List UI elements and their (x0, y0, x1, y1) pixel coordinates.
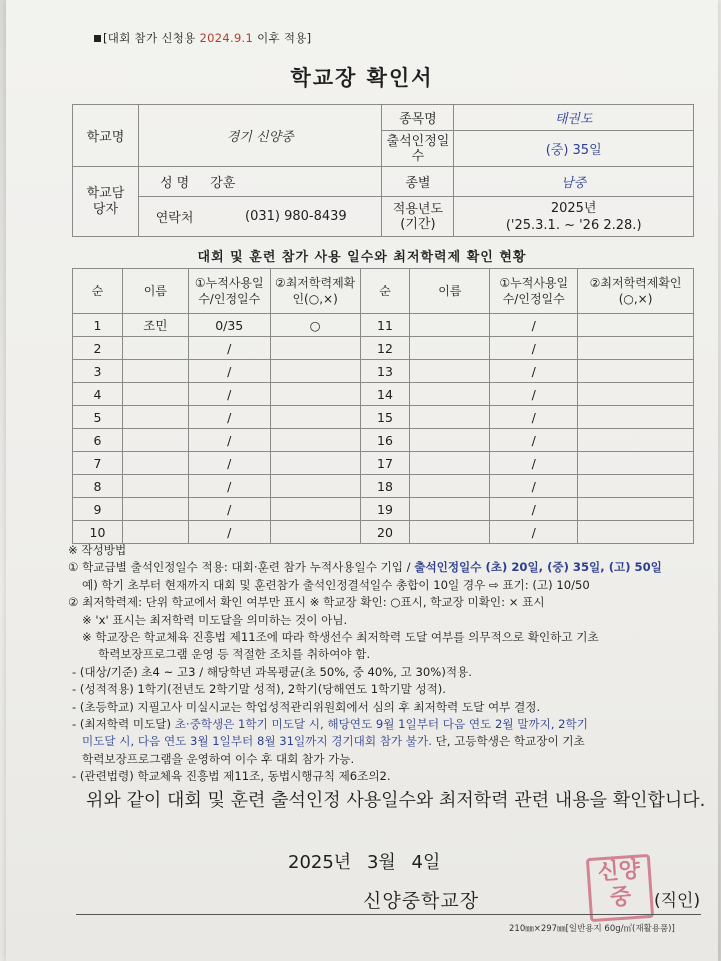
col-no: 순 (73, 269, 123, 314)
table-row (73, 429, 694, 452)
row-days: / (490, 498, 578, 521)
detail-grade: - (성적적용) 1학기(전년도 2학기말 성적), 2학기(당해연도 1학기말 성적). (72, 682, 446, 697)
row-no: 8 (73, 475, 123, 498)
table-row (73, 406, 694, 429)
confirmation-text: 위와 같이 대회 및 훈련 출석인정 사용일수와 최저학력 관련 내용을 확인합니다. (86, 790, 706, 811)
date-day: 4일 (411, 852, 441, 873)
row-days: 0/35 (188, 314, 270, 337)
instructions (68, 542, 708, 786)
row-check (270, 406, 360, 429)
date-month: 3월 (366, 852, 396, 873)
row-days: / (490, 429, 578, 452)
row-name (410, 314, 490, 337)
row-check (578, 360, 694, 383)
row-no: 18 (360, 475, 410, 498)
col-name: 이름 (410, 269, 490, 314)
row-check (270, 521, 360, 544)
note-2-sub-1: ※ 'x' 표시는 최저학력 미도달을 의미하는 것이 아님. (82, 612, 348, 627)
row-no: 13 (360, 360, 410, 383)
detail-underachieve-cont2: 학력보장프로그램을 운영하여 이수 후 대회 참가 가능. (82, 751, 355, 766)
detail-underachieve-cont: 미도달 시, 다음 연도 3월 1일부터 8월 31일까지 경기대회 참가 불가. 단, 고등학생은 학교장이 기초 (82, 734, 585, 749)
row-name (122, 452, 188, 475)
row-name (122, 521, 188, 544)
row-name: 조민 (122, 314, 188, 337)
note-2-sub-2: ※ 학교장은 학교체육 진흥법 제11조에 따라 학생선수 최저학력 도달 여부를 의무적으로 확인하고 기초 (82, 630, 599, 645)
notes-heading: ※ 작성방법 (68, 543, 127, 557)
table-row (73, 360, 694, 383)
row-no: 2 (73, 337, 123, 360)
name-label: 성 명 (138, 167, 210, 197)
row-days: / (188, 452, 270, 475)
status-table-header (73, 269, 694, 314)
row-days: / (188, 475, 270, 498)
row-no: 20 (360, 521, 410, 544)
row-check (270, 337, 360, 360)
row-check (270, 498, 360, 521)
row-days: / (490, 521, 578, 544)
row-name (410, 475, 490, 498)
footer-divider (76, 914, 701, 915)
row-check: ○ (270, 314, 360, 337)
phone-label: 연락처 (138, 197, 210, 237)
row-name (410, 383, 490, 406)
row-days: / (188, 498, 270, 521)
row-no: 14 (360, 383, 410, 406)
row-no: 9 (73, 498, 123, 521)
row-days: / (490, 406, 578, 429)
row-name (122, 337, 188, 360)
row-days: / (490, 337, 578, 360)
row-check (578, 452, 694, 475)
row-no: 12 (360, 337, 410, 360)
row-name (410, 360, 490, 383)
row-check (578, 406, 694, 429)
table-row (73, 337, 694, 360)
detail-elementary: - (초등학교) 지필고사 미실시교는 학업성적관리위원회에서 심의 후 최저학력 도달 여부 결정. (72, 699, 541, 714)
year-cell (454, 197, 694, 237)
row-name (122, 406, 188, 429)
table-row (73, 498, 694, 521)
year-value: 2025년 (550, 200, 597, 216)
row-check (578, 498, 694, 521)
note-1: ① 학교급별 출석인정일수 적용: 대회·훈련 참가 누적사용일수 기입 / 출석인정일수 (초) 20일, (중) 35일, (고) 50일 (68, 560, 662, 575)
row-check (270, 452, 360, 475)
row-check (578, 475, 694, 498)
col-days: ①누적사용일수/인정일수 (188, 269, 270, 314)
contact-name: 강훈 (210, 167, 382, 197)
event-value: 태권도 (454, 105, 694, 131)
year-period: ('25.3.1. ~ '26 2.28.) (505, 217, 642, 233)
table-row (73, 314, 694, 337)
type-value: 남중 (454, 167, 694, 197)
table-row (73, 452, 694, 475)
row-check (578, 521, 694, 544)
school-label: 학교명 (73, 105, 139, 167)
row-no: 17 (360, 452, 410, 475)
note-2: ② 최저학력제: 단위 학교에서 확인 여부만 표시 ※ 학교장 확인: ○표시, 학교장 미확인: × 표시 (68, 595, 545, 610)
row-check (578, 337, 694, 360)
document-page (6, 0, 718, 961)
row-name (122, 498, 188, 521)
row-days: / (490, 475, 578, 498)
col-name: 이름 (122, 269, 188, 314)
signature-date (288, 848, 440, 874)
col-check: ②최저학력제확인(○,×) (270, 269, 360, 314)
date-year: 2025년 (288, 852, 352, 873)
table-row (73, 521, 694, 544)
row-name (410, 429, 490, 452)
paper-spec: 210㎜×297㎜[일반용지 60g/㎡(재활용품)] (509, 924, 675, 934)
official-seal-stamp: 신양중 (586, 854, 654, 922)
row-name (122, 475, 188, 498)
row-days: / (188, 360, 270, 383)
event-label: 종목명 (382, 105, 454, 131)
row-name (410, 452, 490, 475)
row-name (410, 521, 490, 544)
row-check (270, 383, 360, 406)
year-label: 적용년도(기간) (382, 197, 454, 237)
col-check: ②최저학력제확인(○,×) (578, 269, 694, 314)
row-check (578, 383, 694, 406)
row-days: / (188, 521, 270, 544)
row-days: / (188, 337, 270, 360)
row-days: / (188, 429, 270, 452)
row-name (410, 337, 490, 360)
col-days: ①누적사용일수/인정일수 (490, 269, 578, 314)
col-no: 순 (360, 269, 410, 314)
detail-law: - (관련법령) 학교체육 진흥법 제11조, 동법시행규칙 제6조의2. (72, 769, 391, 784)
info-table (72, 104, 694, 237)
note-1-example: 예) 학기 초부터 현재까지 대회 및 훈련참가 출석인정결석일수 총합이 10일 경우 ⇨ 표기: (고) 10/50 (82, 577, 590, 592)
row-check (578, 429, 694, 452)
type-label: 종별 (382, 167, 454, 197)
table-row (73, 475, 694, 498)
row-name (122, 383, 188, 406)
row-no: 5 (73, 406, 123, 429)
header-note: [대회 참가 신청용 2024.9.1 이후 적용] (94, 30, 311, 46)
row-no: 7 (73, 452, 123, 475)
square-bullet-icon (94, 35, 101, 42)
header-note-date: 2024.9.1 (199, 31, 254, 45)
row-no: 3 (73, 360, 123, 383)
status-subtitle: 대회 및 훈련 참가 사용 일수와 최저학력제 확인 현황 (197, 250, 527, 265)
row-days: / (188, 406, 270, 429)
row-no: 11 (360, 314, 410, 337)
row-days: / (490, 360, 578, 383)
seal-label: (직인) (654, 891, 701, 911)
row-check (578, 314, 694, 337)
row-no: 10 (73, 521, 123, 544)
row-name (410, 406, 490, 429)
row-no: 6 (73, 429, 123, 452)
row-check (270, 429, 360, 452)
row-no: 19 (360, 498, 410, 521)
row-days: / (188, 383, 270, 406)
table-row (73, 383, 694, 406)
detail-underachieve: - (최저학력 미도달) 초·중학생은 1학기 미도달 시, 해당연도 9월 1일부터 다음 연도 2월 말까지, 2학기 (72, 717, 588, 732)
document-title: 학교장 확인서 (290, 66, 434, 90)
phone-value: (031) 980-8439 (210, 197, 382, 237)
row-days: / (490, 452, 578, 475)
row-no: 1 (73, 314, 123, 337)
school-name: 경기 신양중 (138, 105, 382, 167)
row-name (122, 360, 188, 383)
row-check (270, 475, 360, 498)
signer-name: 신양중학교장 (363, 890, 480, 912)
row-name (410, 498, 490, 521)
contact-label: 학교담당자 (73, 167, 139, 237)
attendance-days-rule: 출석인정일수 (초) 20일, (중) 35일, (고) 50일 (414, 560, 662, 575)
row-no: 15 (360, 406, 410, 429)
row-name (122, 429, 188, 452)
detail-target: - (대상/기준) 초4 ~ 고3 / 해당학년 과목평균(초 50%, 중 40%, 고 30%)적용. (72, 664, 472, 679)
row-no: 16 (360, 429, 410, 452)
attendance-label: 출석인정일수 (382, 131, 454, 167)
row-no: 4 (73, 383, 123, 406)
row-check (270, 360, 360, 383)
row-days: / (490, 314, 578, 337)
attendance-value: (중) 35일 (454, 131, 694, 167)
status-table (72, 268, 694, 544)
row-days: / (490, 383, 578, 406)
note-2-sub-2-cont: 학력보장프로그램 운영 등 적절한 조치를 취하여야 함. (98, 647, 371, 662)
